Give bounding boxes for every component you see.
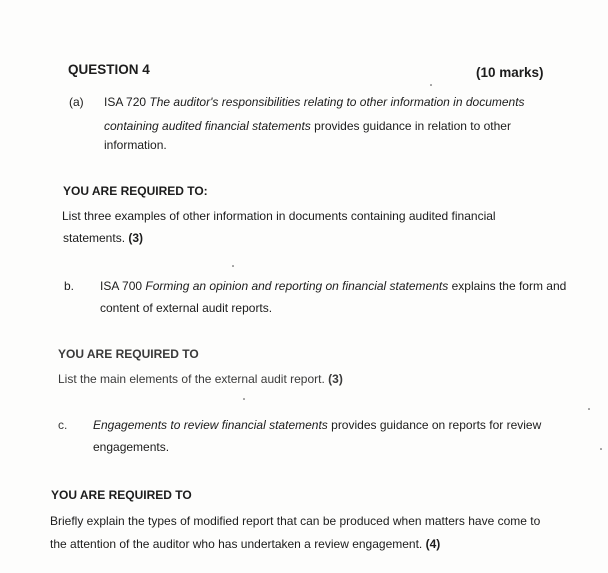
scan-speck: [430, 84, 432, 86]
part-a-line-1: [104, 95, 525, 109]
part-c-task-text: the attention of the auditor who has undertaken a review engagement.: [50, 537, 423, 551]
part-b-isa-title: Forming an opinion and reporting on financial statements: [145, 279, 449, 293]
part-b-line-1-rest: explains the form and: [451, 279, 567, 293]
part-a-isa-title-line-1: The auditor's responsibilities relating to other information in documents: [149, 95, 525, 109]
question-marks: (10 marks): [476, 65, 544, 80]
part-a-line-2-rest: provides guidance in relation to other: [314, 119, 511, 133]
part-b-task: [58, 372, 343, 386]
part-a-isa-title-line-2: containing audited financial statements: [104, 119, 311, 133]
part-b-line-2: content of external audit reports.: [100, 301, 273, 315]
part-b-label: b.: [64, 279, 75, 293]
part-a-required-heading: YOU ARE REQUIRED TO:: [63, 184, 208, 198]
scan-speck: [243, 398, 245, 400]
part-c-line-2: engagements.: [93, 440, 170, 454]
part-a-task-line-1: List three examples of other information in documents containing audited financial: [62, 209, 496, 223]
part-c-line-1: [93, 418, 541, 432]
part-c-line-1-rest: provides guidance on reports for review: [331, 418, 542, 432]
part-c-task-line-2: [50, 537, 440, 551]
part-a-line-3: information.: [104, 138, 167, 152]
part-a-task-line-2: [63, 231, 143, 245]
part-c-standard-title: Engagements to review financial statements: [93, 418, 328, 432]
scan-speck: [588, 408, 590, 410]
part-b-isa-number: ISA 700: [100, 279, 143, 293]
part-a-label: (a): [69, 95, 84, 109]
part-a-line-2: [104, 119, 511, 133]
question-title: QUESTION 4: [68, 62, 150, 77]
scan-speck: [600, 448, 602, 450]
part-b-line-1: [100, 279, 566, 293]
part-a-task-text: statements.: [63, 231, 126, 245]
part-c-task-marks: (4): [425, 537, 441, 551]
part-a-isa-number: ISA 720: [104, 95, 147, 109]
part-b-task-text: List the main elements of the external audit report.: [58, 372, 325, 386]
part-c-task-line-1: Briefly explain the types of modified report that can be produced when matters have come to: [50, 514, 541, 528]
part-b-required-heading: YOU ARE REQUIRED TO: [58, 347, 199, 361]
part-b-task-marks: (3): [328, 372, 343, 386]
scan-speck: [232, 265, 234, 267]
part-c-required-heading: YOU ARE REQUIRED TO: [51, 488, 192, 502]
part-a-task-marks: (3): [128, 231, 144, 245]
part-c-label: c.: [58, 418, 68, 432]
